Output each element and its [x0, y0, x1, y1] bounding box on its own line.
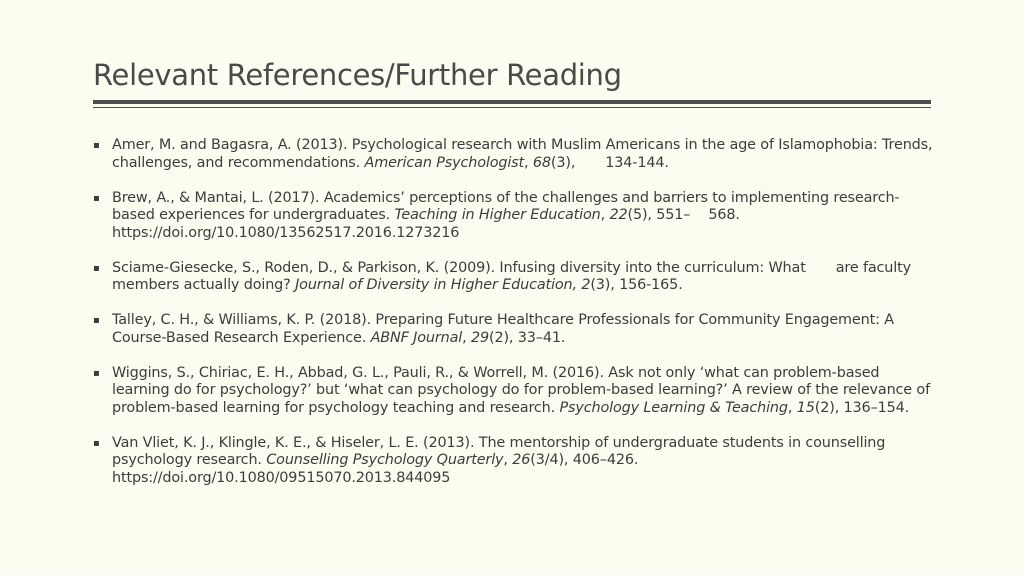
bullet-icon: ▪ [93, 367, 100, 379]
reference-text: , [524, 154, 533, 171]
reference-text: , [787, 399, 797, 416]
reference-item-sciame-giesecke [93, 260, 933, 295]
reference-text: (3), 156-165. [590, 277, 683, 293]
reference-journal: Counselling Psychology Quarterly [266, 452, 504, 468]
reference-item-talley [93, 312, 933, 347]
title-divider-thick [93, 100, 931, 104]
reference-text: Sciame-Giesecke, S., Roden, D., & Parkison, K. (2009). Infusing diversity into the curriculum: What [112, 259, 806, 276]
reference-text: , [600, 207, 610, 223]
reference-text: Van Vliet, K. J., Klingle, K. E., & Hiseler, L. E. (2013). The mentorship of undergraduate students in counselling psychology research. [112, 434, 886, 468]
reference-text: Amer, M. and Bagasra, A. (2013). Psychological research with Muslim Americans in the age of Islamophobia: Trends, challenges, and recommendations. [112, 137, 933, 171]
reference-item-brew [93, 190, 933, 243]
reference-journal: Journal of Diversity in Higher Education, 2 [295, 277, 591, 293]
reference-pages: 568. https://doi.org/10.1080/13562517.2016.1273216 [112, 207, 740, 241]
bullet-icon: ▪ [93, 437, 100, 449]
reference-text: (5), 551– [627, 207, 691, 223]
reference-journal: Psychology Learning & Teaching [559, 399, 788, 416]
reference-list [93, 137, 933, 505]
reference-volume: 29 [470, 329, 489, 346]
reference-text: Talley, C. H., & Williams, K. P. (2018). Preparing Future Healthcare Professionals for Community Engagement: A Course-Based Research Experience. [112, 312, 894, 346]
bullet-icon: ▪ [93, 262, 100, 274]
reference-item-van-vliet [93, 435, 933, 488]
reference-text: Wiggins, S., Chiriac, E. H., Abbad, G. L., Pauli, R., & Worrell, M. (2016). Ask not only ‘what can problem-based learning do for psychology?’ but ‘what can psychology do for problem-based learning?’ A review of the relevance of problem-based learning for psychology teaching and research. [112, 364, 931, 416]
reference-text: are faculty members actually doing? [112, 259, 911, 293]
reference-journal: ABNF Journal [370, 329, 463, 346]
reference-text: (3/4), 406–426. https://doi.org/10.1080/09515070.2013.844095 [112, 452, 639, 486]
reference-journal: American Psychologist [364, 154, 525, 171]
bullet-icon: ▪ [93, 315, 100, 326]
reference-journal: Teaching in Higher Education [394, 207, 601, 223]
reference-item-amer [93, 137, 933, 172]
reference-text: (2), 33–41. [489, 329, 566, 346]
reference-volume: 68 [532, 154, 551, 171]
reference-text: Brew, A., & Mantai, L. (2017). Academics’ perceptions of the challenges and barriers to implementing research-based experiences for undergraduates. [112, 189, 900, 223]
bullet-icon: ▪ [93, 192, 100, 204]
bullet-icon: ▪ [93, 140, 100, 151]
reference-text: (2), 136–154. [814, 399, 910, 416]
title-divider-thin [93, 107, 931, 108]
reference-pages: 134-144. [605, 154, 669, 171]
reference-volume: 22 [609, 207, 628, 223]
reference-text: , [462, 329, 471, 346]
reference-item-wiggins [93, 365, 933, 418]
reference-text: , [503, 452, 513, 468]
slide-title: Relevant References/Further Reading [93, 58, 622, 92]
reference-text: (3), [550, 154, 576, 171]
reference-volume: 15 [796, 399, 815, 416]
reference-volume: 26 [512, 452, 531, 468]
